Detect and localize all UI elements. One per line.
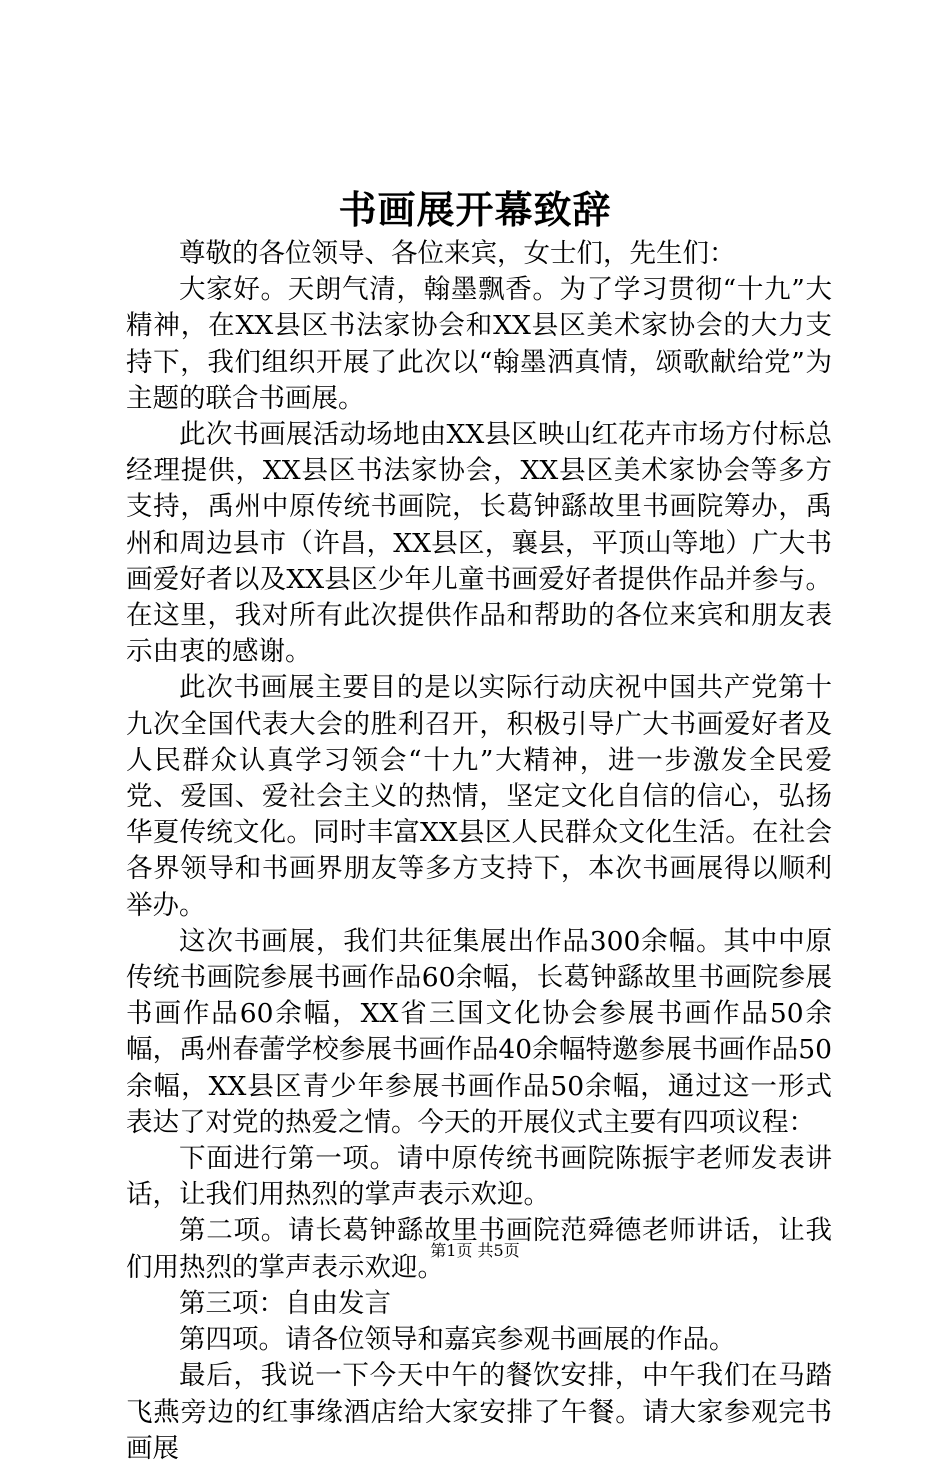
paragraph-agenda-item-1: 下面进行第一项。请中原传统书画院陈振宇老师发表讲话，让我们用热烈的掌声表示欢迎。 [126, 1143, 832, 1211]
paragraph-agenda-item-4: 第四项。请各位领导和嘉宾参观书画展的作品。 [179, 1324, 736, 1356]
paragraph-greeting: 大家好。天朗气清，翰墨飘香。为了学习贯彻“十九”大精神，在XX县区书法家协会和XX县区美术家协会的大力支持下，我们组织开展了此次以“翰墨洒真情，颂歌献给党”为主题的联合书画展。 [126, 274, 832, 414]
paragraph-agenda-item-3: 第三项：自由发言 [179, 1287, 391, 1319]
paragraph-works-summary: 这次书画展，我们共征集展出作品300余幅。其中中原传统书画院参展书画作品60余幅，长葛钟繇故里书画院参展书画作品60余幅，XX省三国文化协会参展书画作品50余幅，禹州春蕾学校参展书画作品40余幅特邀参展书画作品50余幅，XX县区青少年参展书画作品50余幅，通过这一形式表达了对党的热爱之情。今天的开展仪式主要有四项议程： [126, 925, 832, 1138]
paragraph-purpose: 此次书画展主要目的是以实际行动庆祝中国共产党第十九次全国代表大会的胜利召开，积极引导广大书画爱好者及人民群众认真学习领会“十九”大精神，进一步激发全民爱党、爱国、爱社会主义的热情，坚定文化自信的信心，弘扬华夏传统文化。同时丰富XX县区人民群众文化生活。在社会各界领导和书画界朋友等多方支持下，本次书画展得以顺利举办。 [126, 672, 832, 921]
paragraph-salutation: 尊敬的各位领导、各位来宾，女士们，先生们： [179, 238, 736, 269]
document-body [126, 236, 832, 1467]
paragraph-agenda-item-2: 第二项。请长葛钟繇故里书画院范舜德老师讲话，让我们用热烈的掌声表示欢迎。 [126, 1215, 832, 1283]
document-title: 书画展开幕致辞 [338, 187, 612, 232]
page-number-footer: 第1页 共5页 [430, 1241, 520, 1260]
paragraph-venue-support: 此次书画展活动场地由XX县区映山红花卉市场方付标总经理提供，XX县区书法家协会，XX县区美术家协会等多方支持，禹州中原传统书画院，长葛钟繇故里书画院筹办，禹州和周边县市（许昌，XX县区，襄县，平顶山等地）广大书画爱好者以及XX县区少年儿童书画爱好者提供作品并参与。在这里，我对所有此次提供作品和帮助的各位来宾和朋友表示由衷的感谢。 [126, 419, 832, 668]
paragraph-closing: 最后，我说一下今天中午的餐饮安排，中午我们在马踏飞燕旁边的红事缘酒店给大家安排了午餐。请大家参观完书画展 [126, 1360, 832, 1464]
